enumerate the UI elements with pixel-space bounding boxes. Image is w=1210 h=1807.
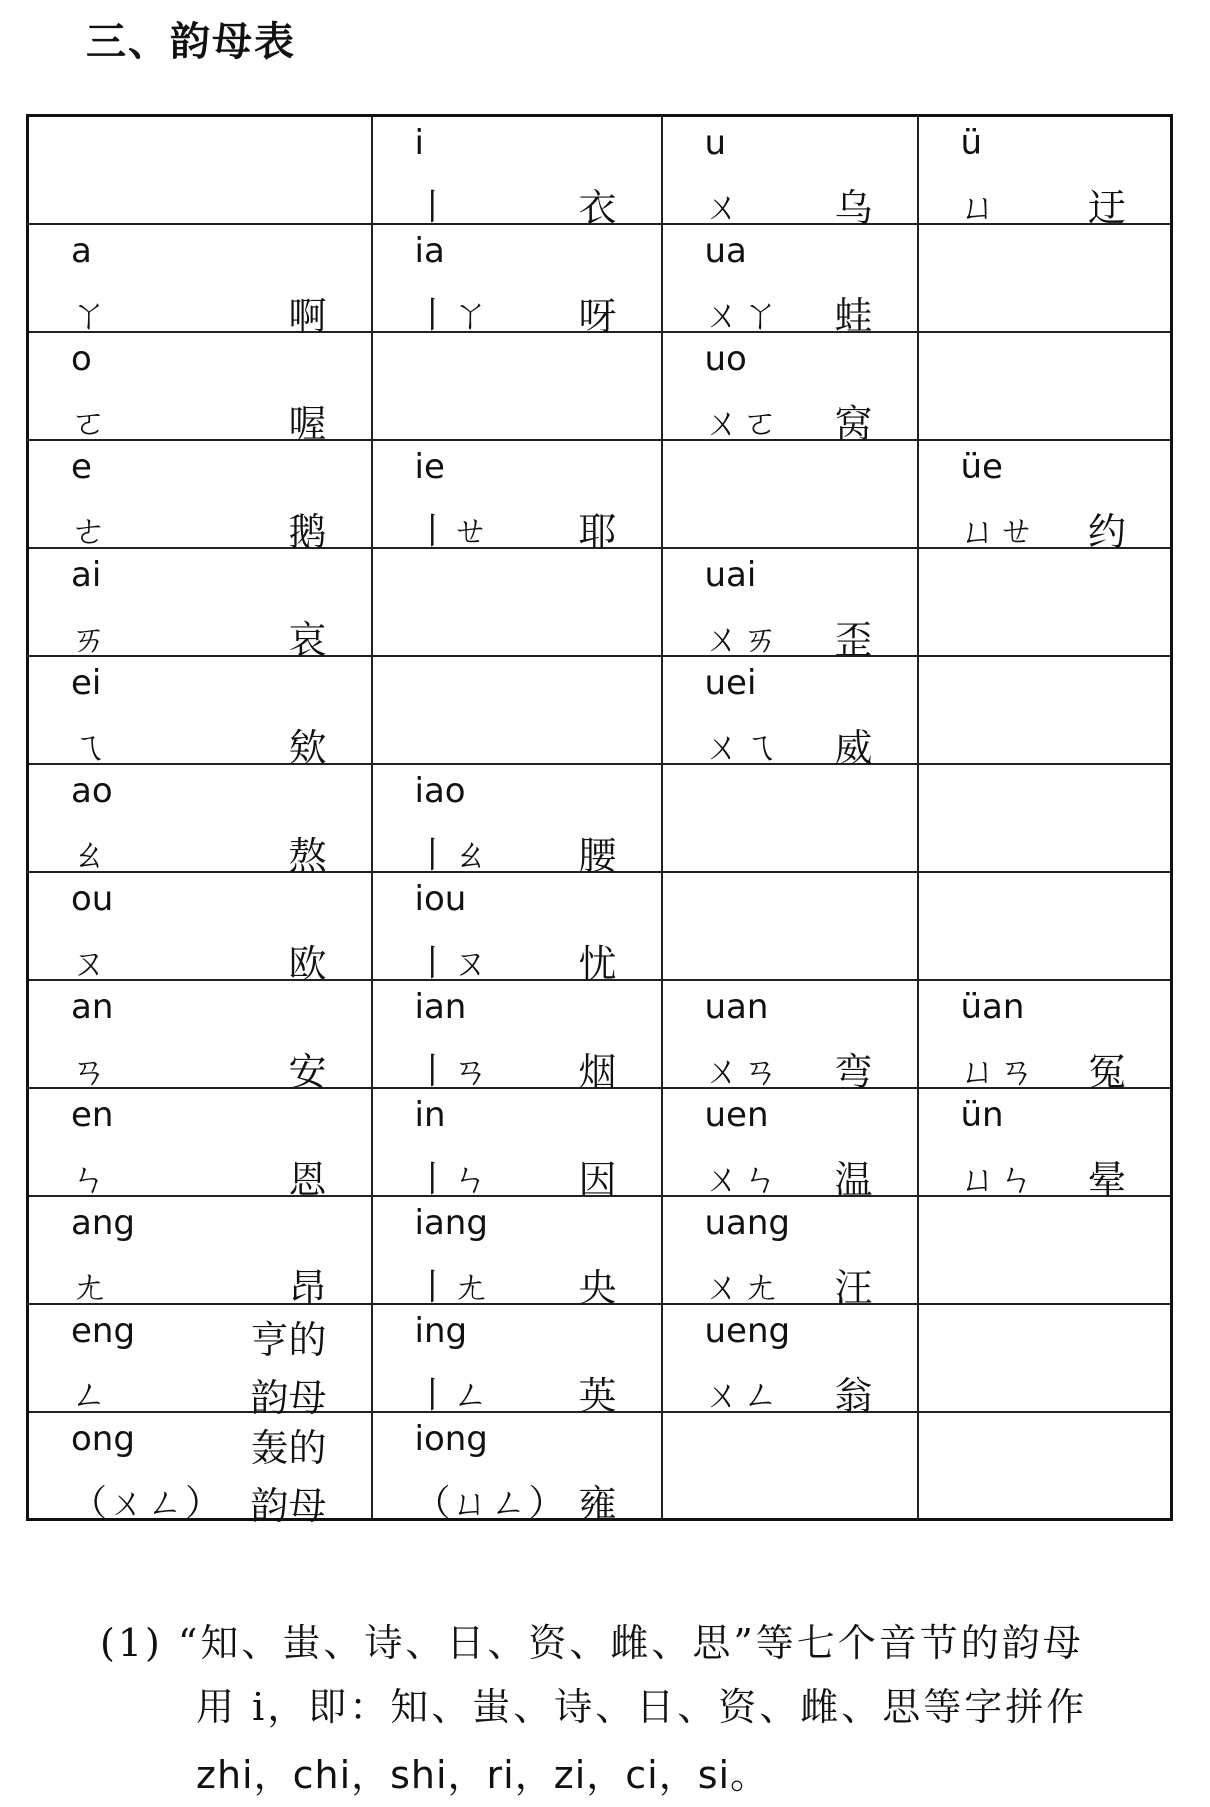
pinyin-label: ua	[704, 230, 747, 271]
zhuyin-label: ㄚ	[71, 294, 110, 336]
table-cell	[918, 548, 1172, 656]
example-character: 呀	[578, 293, 617, 338]
table-cell	[662, 656, 918, 770]
example-character: 温	[834, 1157, 873, 1202]
zhuyin-label: ㄜ	[71, 510, 110, 552]
table-cell	[372, 656, 662, 764]
example-character: 窝	[834, 401, 873, 446]
table-cell	[372, 116, 662, 230]
table-cell	[372, 1196, 662, 1310]
zhuyin-label: ㄩㄝ	[960, 510, 1037, 552]
pinyin-label: uei	[704, 662, 757, 703]
zhuyin-label: ㄟ	[71, 726, 110, 768]
example-character: 腰	[578, 833, 617, 878]
pinyin-label: ei	[71, 662, 102, 703]
pinyin-label: uai	[704, 554, 757, 595]
pinyin-label: ü	[960, 123, 983, 163]
zhuyin-label: （ㄨㄥ）	[71, 1482, 224, 1524]
pinyin-label: iao	[414, 770, 466, 811]
pinyin-label: ang	[71, 1202, 135, 1243]
pinyin-label: a	[71, 230, 92, 271]
example-character: 衣	[578, 186, 617, 230]
pinyin-label: ong	[71, 1418, 135, 1459]
zhuyin-label: ㄢ	[71, 1050, 110, 1092]
table-cell	[662, 980, 918, 1094]
pinyin-label: uan	[704, 986, 769, 1027]
zhuyin-label: ㄩ	[960, 187, 999, 228]
table-cell	[918, 656, 1172, 764]
zhuyin-label: ㄨㄥ	[704, 1374, 781, 1416]
pinyin-label: e	[71, 446, 92, 487]
table-row	[28, 224, 1172, 332]
example-character: 英	[578, 1373, 617, 1418]
table-cell	[372, 764, 662, 878]
table-cell	[28, 764, 372, 878]
example-character: 翁	[834, 1373, 873, 1418]
example-character: 喔	[288, 401, 327, 446]
zhuyin-label: ㄞ	[71, 618, 110, 660]
table-cell	[28, 116, 372, 224]
table-cell	[28, 332, 372, 446]
table-cell	[28, 1304, 372, 1420]
zhuyin-label: ㄨ	[704, 187, 743, 228]
zhuyin-label: 丨ㄚ	[414, 294, 491, 336]
zhuyin-label: ㄨㄢ	[704, 1050, 781, 1092]
table-row	[28, 332, 1172, 440]
zhuyin-label: ㄨㄟ	[704, 726, 781, 768]
example-character: 因	[578, 1157, 617, 1202]
table-row	[28, 764, 1172, 872]
pinyin-label: o	[71, 338, 92, 379]
table-row	[28, 1304, 1172, 1412]
table-cell	[372, 548, 662, 656]
table-cell	[918, 224, 1172, 332]
table-cell	[372, 1088, 662, 1202]
table-cell	[372, 980, 662, 1094]
example-character: 晕	[1087, 1157, 1126, 1202]
example-character: 乌	[834, 186, 873, 230]
header-row	[28, 116, 1172, 224]
example-character: 啊	[288, 293, 327, 338]
zhuyin-label: ㄣ	[71, 1158, 110, 1200]
pinyin-label: uang	[704, 1202, 791, 1243]
zhuyin-label: ㄨㄞ	[704, 618, 781, 660]
pinyin-label: ie	[414, 446, 445, 487]
table-cell	[662, 764, 918, 872]
example-character: 冤	[1087, 1049, 1126, 1094]
table-row	[28, 872, 1172, 980]
table-cell	[918, 872, 1172, 980]
table-cell	[918, 1412, 1172, 1520]
table-cell	[28, 872, 372, 986]
example-character: 欸	[288, 725, 327, 770]
pinyin-label: iong	[414, 1418, 488, 1459]
zhuyin-label: 丨ㄡ	[414, 942, 491, 984]
table-cell	[662, 1088, 918, 1202]
zhuyin-label: 丨ㄠ	[414, 834, 491, 876]
zhuyin-label: ㄨㄚ	[704, 294, 781, 336]
pinyin-label: ing	[414, 1310, 468, 1351]
pinyin-label: uo	[704, 338, 747, 379]
table-cell	[918, 1088, 1172, 1202]
example-character: 哀	[288, 617, 327, 662]
table-cell	[28, 1412, 372, 1528]
example-character: 鹅	[288, 509, 327, 554]
example-character: 约	[1087, 509, 1126, 554]
table-row	[28, 1412, 1172, 1520]
zhuyin-label: ㄨㄛ	[704, 402, 781, 444]
note-line-2: 韵母	[250, 1375, 327, 1420]
zhuyin-label: ㄥ	[71, 1374, 110, 1416]
pinyin-label: ia	[414, 230, 445, 271]
table-cell	[28, 1088, 372, 1202]
zhuyin-label: ㄠ	[71, 834, 110, 876]
table-row	[28, 980, 1172, 1088]
pinyin-label: ai	[71, 554, 102, 595]
zhuyin-label: 丨ㄝ	[414, 510, 491, 552]
example-character: 昂	[288, 1265, 327, 1310]
pinyin-label: ou	[71, 878, 114, 919]
table-cell	[918, 1196, 1172, 1304]
pinyin-label: u	[704, 123, 727, 163]
example-character: 弯	[834, 1049, 873, 1094]
zhuyin-label: ㄩㄣ	[960, 1158, 1037, 1200]
note-line-2: 韵母	[250, 1483, 327, 1528]
table-cell	[372, 1304, 662, 1418]
pinyin-label: ün	[960, 1094, 1004, 1135]
table-cell	[28, 1196, 372, 1310]
example-character: 歪	[834, 617, 873, 662]
footnote-line-3: zhi，chi，shi，ri，zi，ci，si。	[196, 1753, 770, 1797]
example-character: 欧	[288, 941, 327, 986]
example-character: 安	[288, 1049, 327, 1094]
table-cell	[28, 224, 372, 338]
table-cell	[662, 1304, 918, 1418]
zhuyin-label: 丨ㄥ	[414, 1374, 491, 1416]
zhuyin-label: ㄤ	[71, 1266, 110, 1308]
pinyin-label: iou	[414, 878, 467, 919]
finals-table	[26, 114, 1173, 1528]
note-line-1: 轰的	[250, 1425, 327, 1470]
table-cell	[372, 440, 662, 554]
example-character: 蛙	[834, 293, 873, 338]
zhuyin-label: （ㄩㄥ）	[414, 1482, 567, 1524]
table-cell	[662, 332, 918, 446]
table-cell	[918, 440, 1172, 554]
table-cell	[28, 440, 372, 554]
footnote-line-2: 用 i，即：知、蚩、诗、日、资、雌、思等字拼作	[196, 1685, 1088, 1729]
example-character: 汪	[834, 1265, 873, 1310]
table-cell	[372, 224, 662, 338]
table-cell	[662, 1196, 918, 1310]
page-title: 三、韵母表	[86, 19, 296, 65]
table-cell	[372, 872, 662, 986]
pinyin-label: üan	[960, 986, 1025, 1027]
table-cell	[918, 1304, 1172, 1412]
table-row	[28, 440, 1172, 548]
zhuyin-label: ㄩㄢ	[960, 1050, 1037, 1092]
example-character: 雍	[578, 1481, 617, 1526]
example-character: 忧	[578, 941, 617, 986]
pinyin-label: uen	[704, 1094, 769, 1135]
zhuyin-label: ㄡ	[71, 942, 110, 984]
example-character: 烟	[578, 1049, 617, 1094]
zhuyin-label: 丨ㄢ	[414, 1050, 491, 1092]
pinyin-label: ao	[71, 770, 113, 811]
table-cell	[28, 980, 372, 1094]
table-cell	[918, 116, 1172, 230]
example-character: 威	[834, 725, 873, 770]
footnote-line-1: (1) “知、蚩、诗、日、资、雌、思”等七个音节的韵母	[100, 1621, 1084, 1665]
zhuyin-label: ㄨㄣ	[704, 1158, 781, 1200]
pinyin-label: en	[71, 1094, 114, 1135]
table-row	[28, 548, 1172, 656]
zhuyin-label: 丨ㄣ	[414, 1158, 491, 1200]
example-character: 迂	[1087, 186, 1126, 230]
table-cell	[918, 764, 1172, 872]
example-character: 熬	[288, 833, 327, 878]
table-cell	[662, 224, 918, 338]
pinyin-label: ueng	[704, 1310, 791, 1351]
table-row	[28, 656, 1172, 764]
pinyin-label: i	[414, 123, 424, 163]
table-cell	[662, 1412, 918, 1520]
example-character: 耶	[578, 509, 617, 554]
pinyin-label: üe	[960, 446, 1003, 487]
zhuyin-label: ㄨㄤ	[704, 1266, 781, 1308]
table-row	[28, 1196, 1172, 1304]
pinyin-label: iang	[414, 1202, 488, 1243]
pinyin-label: an	[71, 986, 114, 1027]
table-cell	[372, 332, 662, 440]
table-row	[28, 1088, 1172, 1196]
example-character: 央	[578, 1265, 617, 1310]
table-cell	[918, 980, 1172, 1094]
table-cell	[918, 332, 1172, 440]
pinyin-label: eng	[71, 1310, 136, 1351]
pinyin-label: ian	[414, 986, 467, 1027]
pinyin-label: in	[414, 1094, 446, 1135]
table-cell	[662, 116, 918, 230]
zhuyin-label: ㄛ	[71, 402, 110, 444]
table-cell	[662, 440, 918, 548]
table-cell	[28, 656, 372, 770]
table-cell	[372, 1412, 662, 1526]
table-cell	[662, 872, 918, 980]
zhuyin-label: 丨	[414, 187, 453, 228]
note-line-1: 亨的	[250, 1317, 327, 1362]
zhuyin-label: 丨ㄤ	[414, 1266, 491, 1308]
table-cell	[28, 548, 372, 662]
example-character: 恩	[288, 1157, 327, 1202]
table-cell	[662, 548, 918, 662]
